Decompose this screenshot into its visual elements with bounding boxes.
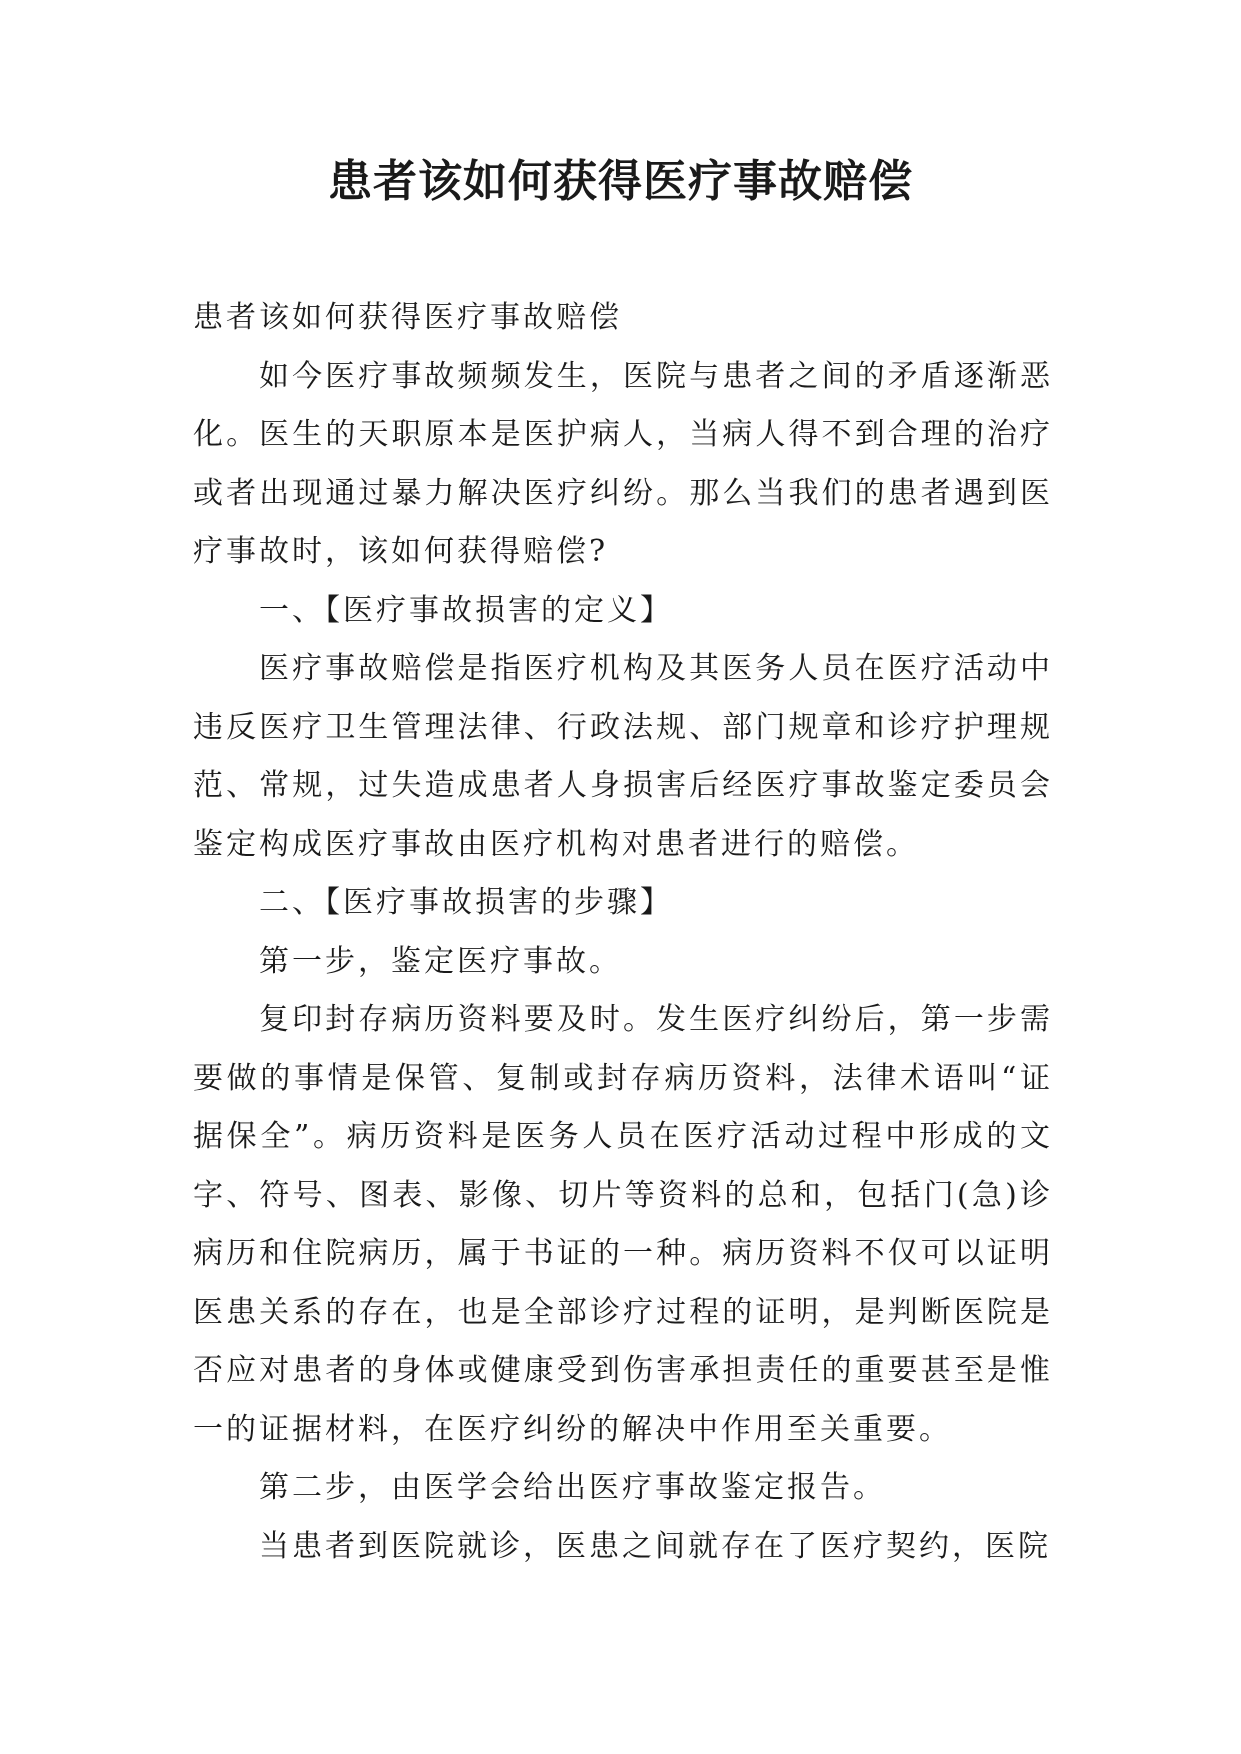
section-heading-definition: 一、【医疗事故损害的定义】	[259, 592, 673, 628]
step-two-heading: 第二步，由医学会给出医疗事故鉴定报告。	[259, 1470, 886, 1505]
paragraph-step-one: 复印封存病历资料要及时。发生医疗纠纷后，第一步需要做的事情是保管、复制或封存病历资料，法律术语叫“证据保全”。病历资料是医务人员在医疗活动过程中形成的文字、符号、图表、影像、切片等资料的总和，包括门(急)诊病历和住院病历，属于书证的一种。病历资料不仅可以证明医患关系的存在，也是全部诊疗过程的证明，是判断医院是否应对患者的身体或健康受到伤害承担责任的重要甚至是惟一的证据材料，在医疗纠纷的解决中作用至关重要。	[193, 1002, 1053, 1447]
document-body	[193, 289, 1053, 1576]
paragraph-intro: 如今医疗事故频频发生，医院与患者之间的矛盾逐渐恶化。医生的天职原本是医护病人，当病人得不到合理的治疗或者出现通过暴力解决医疗纠纷。那么当我们的患者遇到医疗事故时，该如何获得赔偿?	[193, 358, 1053, 569]
section-heading-steps: 二、【医疗事故损害的步骤】	[259, 885, 673, 920]
paragraph-subtitle: 患者该如何获得医疗事故赔偿	[193, 300, 622, 335]
document-title: 患者该如何获得医疗事故赔偿	[328, 156, 913, 207]
step-one-heading: 第一步，鉴定医疗事故。	[259, 943, 622, 979]
paragraph-definition: 医疗事故赔偿是指医疗机构及其医务人员在医疗活动中违反医疗卫生管理法律、行政法规、部门规章和诊疗护理规范、常规，过失造成患者人身损害后经医疗事故鉴定委员会鉴定构成医疗事故由医疗机构对患者进行的赔偿。	[193, 651, 1053, 862]
paragraph-step-two: 当患者到医院就诊，医患之间就存在了医疗契约，医院	[259, 1528, 1051, 1564]
